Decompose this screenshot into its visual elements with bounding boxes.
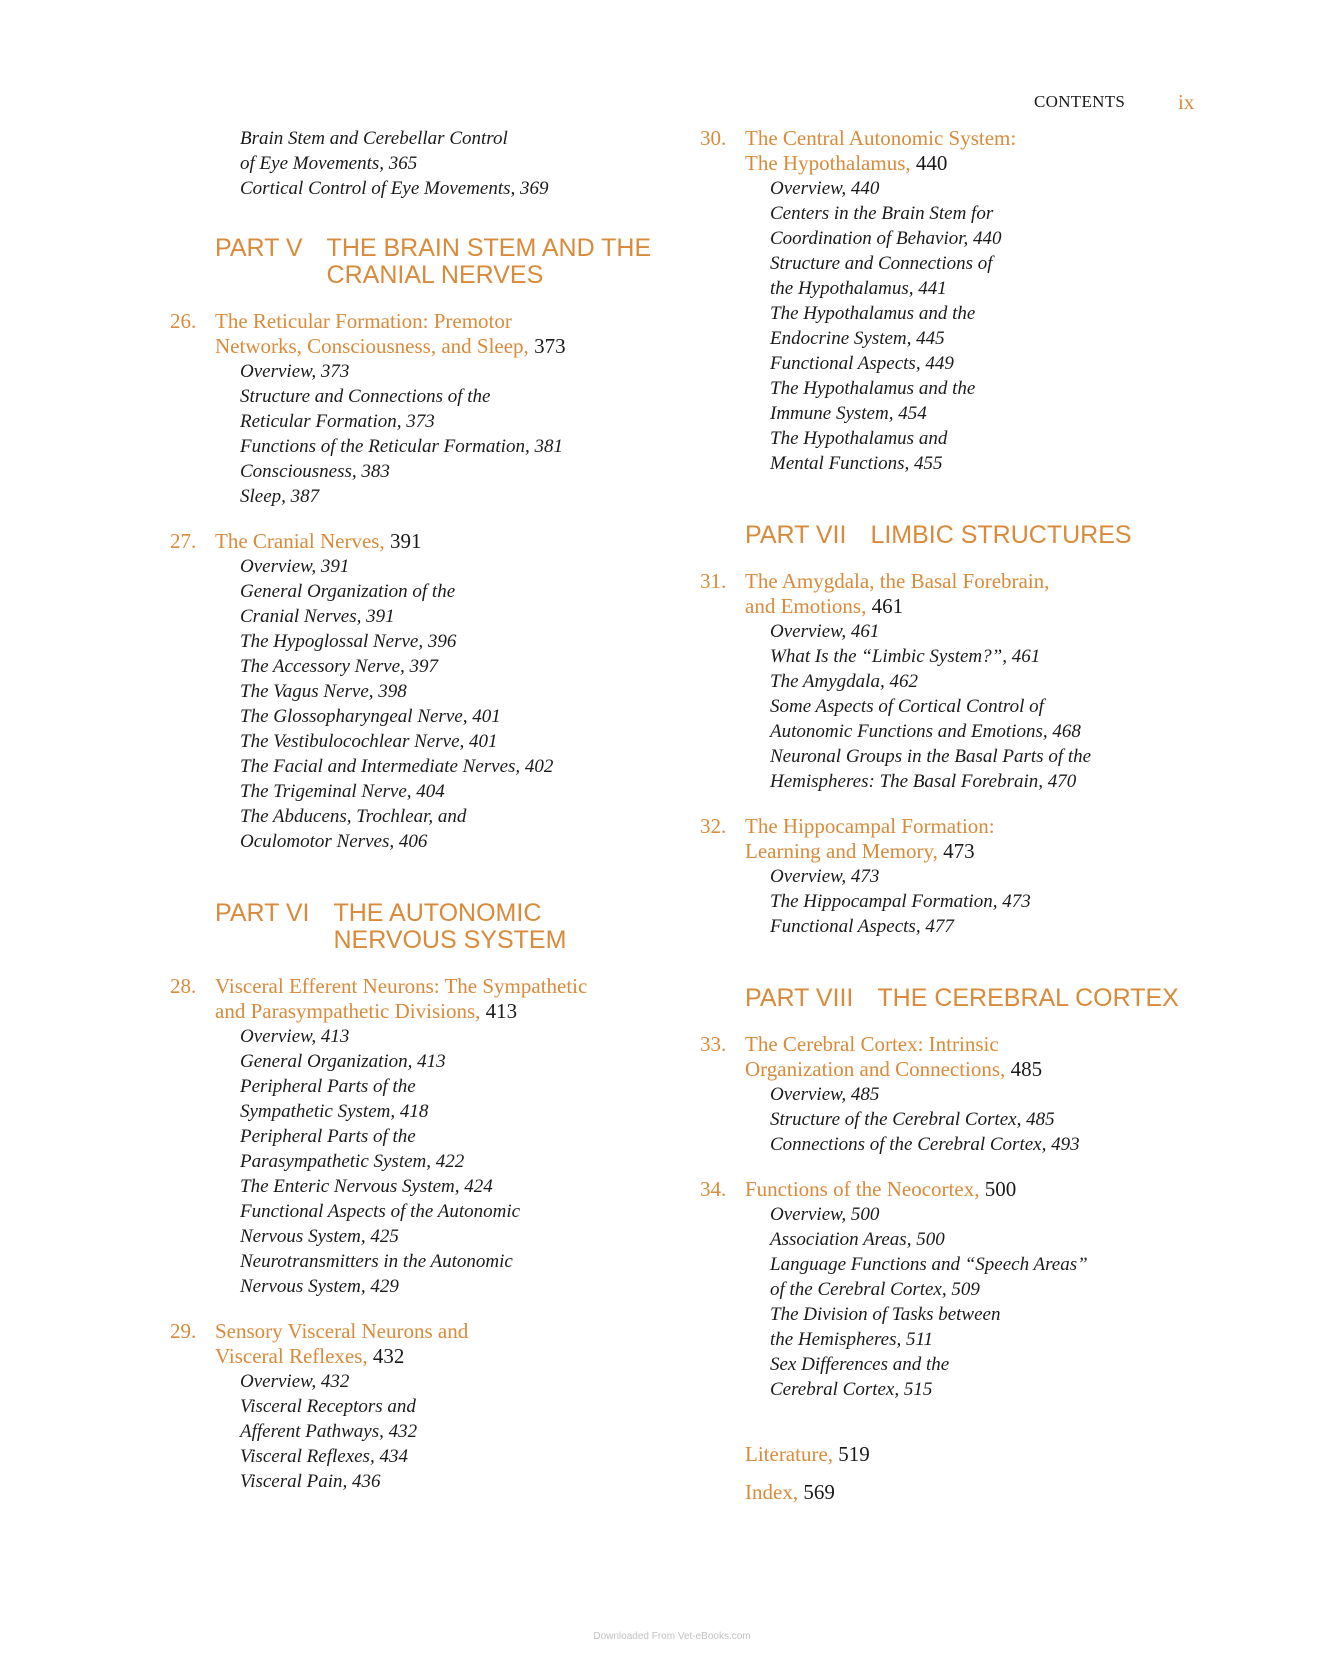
toc-subsection-item[interactable]: The Vagus Nerve, 398 — [240, 681, 407, 702]
toc-subsection-item[interactable]: Peripheral Parts of the — [240, 1076, 416, 1097]
chapter-title[interactable]: 28. Visceral Efferent Neurons: The Sympathetic and Parasympathetic Divisions, 413 — [170, 974, 588, 1023]
part-title: LIMBIC STRUCTURES — [870, 521, 1132, 549]
toc-subsection-item[interactable]: Overview, 461 — [770, 621, 880, 642]
chapter-26 — [170, 309, 670, 509]
toc-subsection-item[interactable]: Afferent Pathways, 432 — [240, 1421, 418, 1442]
toc-subsection-item[interactable]: Overview, 373 — [240, 361, 350, 382]
toc-subsection-item[interactable]: Endocrine System, 445 — [770, 328, 945, 349]
toc-subsection-item[interactable]: Functions of the Reticular Formation, 381 — [240, 436, 563, 457]
toc-subsection-item[interactable]: the Hemispheres, 511 — [770, 1329, 934, 1350]
toc-subsection-item[interactable]: Mental Functions, 455 — [770, 453, 943, 474]
toc-subsection-item[interactable]: The Hippocampal Formation, 473 — [770, 891, 1031, 912]
toc-subsection-item[interactable]: The Hypothalamus and the — [770, 378, 976, 399]
toc-subsection-item[interactable]: The Division of Tasks between — [770, 1304, 1001, 1325]
toc-subsection-item[interactable]: The Hypothalamus and — [770, 428, 948, 449]
toc-subsection-item[interactable]: Visceral Pain, 436 — [240, 1471, 381, 1492]
toc-subsection-item[interactable]: Structure and Connections of — [770, 253, 993, 274]
chapter-page: 432 — [372, 1344, 405, 1368]
toc-subsection-item[interactable]: Reticular Formation, 373 — [240, 411, 435, 432]
chapter-title[interactable]: 32. The Hippocampal Formation: Learning and Memory, 473 — [700, 814, 995, 863]
toc-subsection-item[interactable]: The Facial and Intermediate Nerves, 402 — [240, 756, 554, 777]
chapter-page: 461 — [871, 594, 904, 618]
literature-entry[interactable]: Literature, 519 — [745, 1442, 870, 1466]
toc-subsection-item[interactable]: Functional Aspects of the Autonomic — [240, 1201, 521, 1222]
toc-subsection-item[interactable]: General Organization, 413 — [240, 1051, 446, 1072]
chapter-title[interactable]: 29. Sensory Visceral Neurons and Visceral Reflexes, 432 — [170, 1319, 469, 1368]
chapter-title[interactable]: 27. The Cranial Nerves, 391 — [170, 529, 422, 553]
toc-subsection-item[interactable]: The Glossopharyngeal Nerve, 401 — [240, 706, 501, 727]
chapter-page: 440 — [915, 151, 948, 175]
chapter-title[interactable]: 33. The Cerebral Cortex: Intrinsic Organization and Connections, 485 — [700, 1032, 1043, 1081]
toc-subsection-item[interactable]: Sex Differences and the — [770, 1354, 950, 1375]
toc-subsection-item[interactable]: Nervous System, 425 — [240, 1226, 399, 1247]
part-title: THE CEREBRAL CORTEX — [877, 984, 1179, 1012]
toc-left-column — [170, 126, 670, 1494]
chapter-33 — [700, 1032, 1220, 1157]
part-title: THE AUTONOMIC NERVOUS SYSTEM — [333, 899, 567, 954]
toc-subsection-item[interactable]: the Hypothalamus, 441 — [770, 278, 947, 299]
part-label: PART VII — [745, 521, 847, 549]
chapter-subsections — [700, 176, 1220, 476]
toc-subsection-item[interactable]: Neurotransmitters in the Autonomic — [240, 1251, 513, 1272]
toc-subsection-item[interactable]: Cortical Control of Eye Movements, 369 — [240, 178, 549, 199]
chapter-page: 373 — [534, 334, 566, 358]
toc-subsection-item[interactable]: Sympathetic System, 418 — [240, 1101, 429, 1122]
part-heading-viii — [700, 985, 1220, 1012]
chapter-29 — [170, 1319, 670, 1494]
toc-subsection-item[interactable]: Autonomic Functions and Emotions, 468 — [770, 721, 1081, 742]
toc-subsection-item[interactable]: Coordination of Behavior, 440 — [770, 228, 1002, 249]
chapter-subsections — [700, 1082, 1220, 1157]
toc-subsection-item[interactable]: Structure and Connections of the — [240, 386, 491, 407]
index-entry[interactable]: Index, 569 — [745, 1480, 835, 1504]
toc-subsection-item[interactable]: What Is the “Limbic System?”, 461 — [770, 646, 1041, 667]
chapter-27 — [170, 529, 670, 854]
toc-subsection-item[interactable]: Language Functions and “Speech Areas” — [770, 1254, 1088, 1275]
toc-subsection-item[interactable]: Overview, 485 — [770, 1084, 880, 1105]
toc-subsection-item[interactable]: Nervous System, 429 — [240, 1276, 399, 1297]
chapter-subsections — [170, 1024, 670, 1299]
toc-subsection-item[interactable]: Immune System, 454 — [770, 403, 927, 424]
chapter-subsections — [170, 554, 670, 854]
toc-subsection-item[interactable]: Overview, 432 — [240, 1371, 350, 1392]
toc-subsection-item[interactable]: Overview, 473 — [770, 866, 880, 887]
chapter-title[interactable]: 31. The Amygdala, the Basal Forebrain, and Emotions, 461 — [700, 569, 1050, 618]
toc-subsection-item[interactable]: Connections of the Cerebral Cortex, 493 — [770, 1134, 1080, 1155]
back-matter — [700, 1442, 1220, 1505]
chapter-page: 473 — [943, 839, 975, 863]
toc-subsection-item[interactable]: The Vestibulocochlear Nerve, 401 — [240, 731, 498, 752]
chapter-subsections — [170, 1369, 670, 1494]
toc-subsection-item[interactable]: Parasympathetic System, 422 — [240, 1151, 465, 1172]
toc-subsection-item[interactable]: Sleep, 387 — [240, 486, 320, 507]
part-title: THE BRAIN STEM AND THE CRANIAL NERVES — [326, 234, 652, 289]
chapter-page: 485 — [1010, 1057, 1043, 1081]
chapter-subsections — [700, 864, 1220, 939]
toc-subsection-item[interactable]: Overview, 391 — [240, 556, 350, 577]
download-watermark: Downloaded From Vet-eBooks.com — [593, 1631, 751, 1642]
running-header-label: CONTENTS — [1034, 92, 1126, 111]
part-label: PART VI — [215, 899, 310, 927]
toc-subsection-item[interactable]: Brain Stem and Cerebellar Control — [240, 128, 508, 149]
chapter-title[interactable]: 26. The Reticular Formation: Premotor Networks, Consciousness, and Sleep, 373 — [170, 309, 566, 358]
chapter-title[interactable]: 30. The Central Autonomic System: The Hypothalamus, 440 — [700, 126, 1017, 175]
chapter-page: 500 — [984, 1177, 1017, 1201]
toc-subsection-item[interactable]: of the Cerebral Cortex, 509 — [770, 1279, 980, 1300]
chapter-31 — [700, 569, 1220, 794]
part-heading-vii — [700, 522, 1220, 549]
toc-subsection-item[interactable]: Cranial Nerves, 391 — [240, 606, 395, 627]
chapter-subsections — [700, 1202, 1220, 1402]
part-heading-v — [170, 235, 670, 289]
part-label: PART VIII — [745, 984, 854, 1012]
toc-subsection-item[interactable]: Hemispheres: The Basal Forebrain, 470 — [770, 771, 1077, 792]
chapter-32 — [700, 814, 1220, 939]
part-heading-vi — [170, 900, 670, 954]
toc-subsection-item[interactable]: Some Aspects of Cortical Control of — [770, 696, 1044, 717]
part-label: PART V — [215, 234, 303, 262]
toc-subsection-item[interactable]: Visceral Receptors and — [240, 1396, 416, 1417]
chapter-title[interactable]: 34. Functions of the Neocortex, 500 — [700, 1177, 1017, 1201]
toc-subsection-item[interactable]: The Abducens, Trochlear, and — [240, 806, 467, 827]
toc-subsection-item[interactable]: The Hypoglossal Nerve, 396 — [240, 631, 457, 652]
toc-subsection-item[interactable]: The Amygdala, 462 — [770, 671, 918, 692]
toc-subsection-item[interactable]: The Hypothalamus and the — [770, 303, 976, 324]
chapter-28 — [170, 974, 670, 1299]
toc-subsection-item[interactable]: Cerebral Cortex, 515 — [770, 1379, 933, 1400]
toc-subsection-item[interactable]: Visceral Reflexes, 434 — [240, 1446, 408, 1467]
toc-subsection-item[interactable]: Association Areas, 500 — [770, 1229, 945, 1250]
toc-subsection-item[interactable]: Oculomotor Nerves, 406 — [240, 831, 428, 852]
toc-subsection-item[interactable]: Structure of the Cerebral Cortex, 485 — [770, 1109, 1055, 1130]
toc-subsection-item[interactable]: Overview, 500 — [770, 1204, 880, 1225]
toc-right-column — [700, 126, 1220, 1518]
toc-subsection-item[interactable]: Neuronal Groups in the Basal Parts of the — [770, 746, 1092, 767]
toc-subsection-item[interactable]: Functional Aspects, 477 — [770, 916, 954, 937]
toc-subsection-item[interactable]: Overview, 440 — [770, 178, 880, 199]
chapter-subsections — [700, 619, 1220, 794]
page-number: ix — [1178, 90, 1195, 114]
toc-subsection-item[interactable]: of Eye Movements, 365 — [240, 153, 418, 174]
toc-subsection-item[interactable]: The Enteric Nervous System, 424 — [240, 1176, 493, 1197]
chapter-34 — [700, 1177, 1220, 1402]
toc-subsection-item[interactable]: Functional Aspects, 449 — [770, 353, 954, 374]
continued-items — [170, 126, 670, 201]
chapter-page: 413 — [485, 999, 518, 1023]
chapter-subsections — [170, 359, 670, 509]
chapter-30 — [700, 126, 1220, 476]
toc-subsection-item[interactable]: Consciousness, 383 — [240, 461, 390, 482]
toc-subsection-item[interactable]: General Organization of the — [240, 581, 456, 602]
toc-subsection-item[interactable]: The Accessory Nerve, 397 — [240, 656, 439, 677]
chapter-page: 391 — [389, 529, 422, 553]
toc-subsection-item[interactable]: Peripheral Parts of the — [240, 1126, 416, 1147]
toc-subsection-item[interactable]: The Trigeminal Nerve, 404 — [240, 781, 445, 802]
toc-subsection-item[interactable]: Centers in the Brain Stem for — [770, 203, 994, 224]
toc-subsection-item[interactable]: Overview, 413 — [240, 1026, 350, 1047]
